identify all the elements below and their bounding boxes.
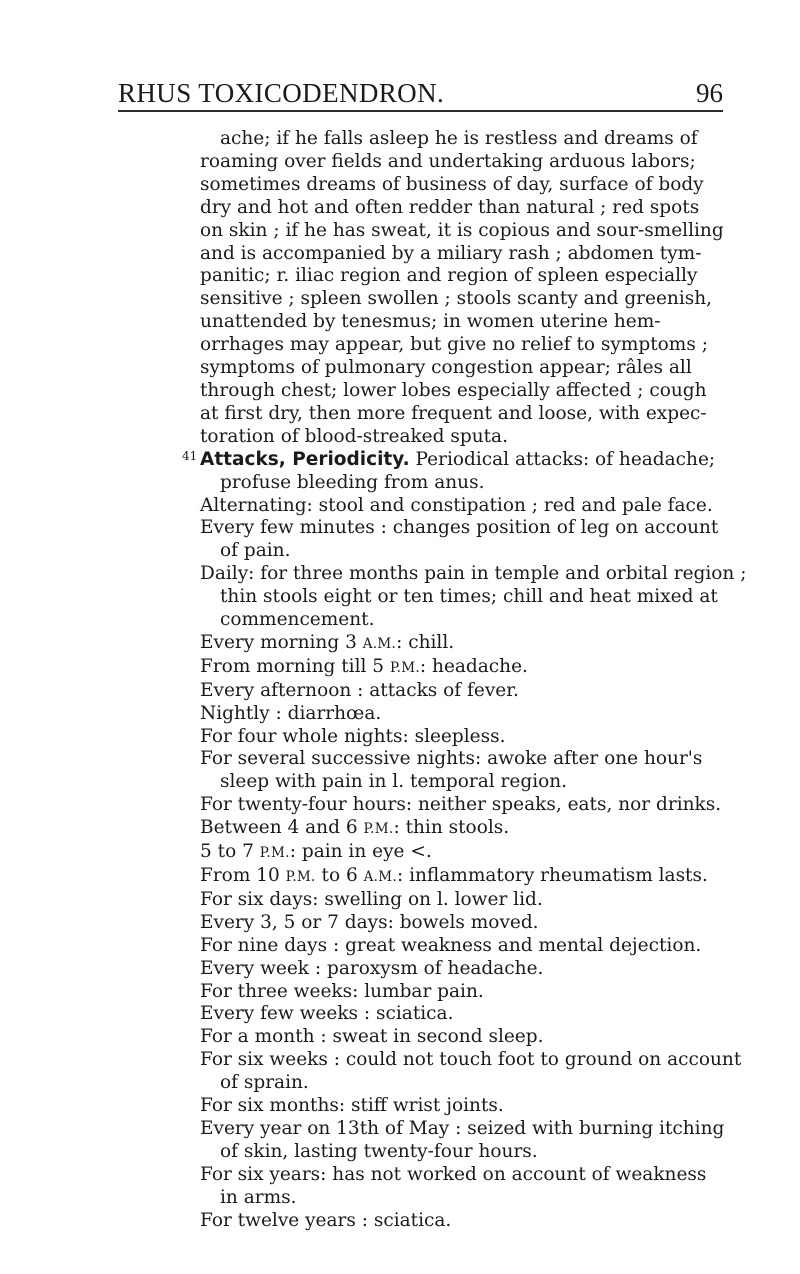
entry-continuation: thin stools eight or ten times; chill and heat mixed at — [220, 586, 718, 608]
text-line: on skin ; if he has sweat, it is copious and sour-smelling — [200, 219, 724, 241]
entry-text: : pain in eye <. — [289, 841, 432, 863]
entry-line — [118, 841, 778, 865]
entry-line: For twelve years : sciatica. — [200, 1209, 452, 1231]
entry-line: Every afternoon : attacks of fever. — [200, 679, 519, 701]
entry-line — [118, 817, 778, 841]
text-line: profuse bleeding from anus. — [220, 471, 485, 493]
text-line: panitic; r. iliac region and region of spleen especially — [200, 265, 698, 287]
entry-line: Every few minutes : changes position of leg on account — [200, 517, 719, 539]
entry-text: : chill. — [396, 631, 455, 653]
time-abbrev: A.M. — [363, 869, 397, 885]
entry-line: For nine days : great weakness and mental dejection. — [200, 934, 702, 956]
entry-line: Every year on 13th of May : seized with burning itching — [200, 1117, 725, 1139]
entry-line: Alternating: stool and constipation ; red and pale face. — [200, 494, 713, 516]
time-abbrev: P.M. — [285, 869, 316, 885]
text-line: through chest; lower lobes especially affected ; cough — [200, 379, 707, 401]
entry-line — [118, 632, 778, 656]
entry-line: Every week : paroxysm of headache. — [200, 957, 544, 979]
running-title: RHUS TOXICODENDRON. — [118, 78, 445, 108]
section-heading-line — [118, 449, 778, 472]
text-line: sometimes dreams of business of day, surface of body — [200, 173, 704, 195]
entry-continuation: of sprain. — [220, 1072, 309, 1094]
entry-continuation: of pain. — [220, 540, 291, 562]
entry-line: For a month : sweat in second sleep. — [200, 1026, 544, 1048]
text-line: unattended by tenesmus; in women uterine hem- — [200, 311, 661, 333]
entry-text: : headache. — [419, 655, 528, 677]
entry-line: For six weeks : could not touch foot to ground on account — [200, 1049, 742, 1071]
entry-text: 5 to 7 — [200, 841, 260, 863]
entry-line: Every 3, 5 or 7 days: bowels moved. — [200, 911, 539, 933]
entry-line: Nightly : diarrhœa. — [200, 702, 382, 724]
text-line: orrhages may appear, but give no relief to symptoms ; — [200, 334, 708, 356]
text-line: dry and hot and often redder than natural ; red spots — [200, 196, 700, 218]
entry-line: For six years: has not worked on account of weakness — [200, 1163, 707, 1185]
text-line: symptoms of pulmonary congestion appear; râles all — [200, 357, 692, 379]
entry-line: For several successive nights: awoke after one hour's — [200, 748, 703, 770]
time-abbrev: P.M. — [389, 659, 420, 676]
section-number: 41 — [182, 448, 198, 463]
entry-line — [118, 656, 778, 680]
text-line: at first dry, then more frequent and loose, with expec- — [200, 402, 707, 424]
entry-line: For six months: stiff wrist joints. — [200, 1095, 504, 1117]
entry-line: Daily: for three months pain in temple and orbital region ; — [200, 563, 747, 585]
entry-continuation: sleep with pain in l. temporal region. — [220, 771, 568, 793]
entry-text: : thin stools. — [393, 817, 510, 839]
text-line: ache; if he falls asleep he is restless and dreams of — [220, 128, 698, 149]
entry-continuation: commencement. — [220, 609, 375, 631]
time-abbrev: P.M. — [259, 845, 290, 862]
page-number: 96 — [696, 78, 723, 108]
entry-text: Between 4 and 6 — [200, 817, 364, 839]
entry-line: For six days: swelling on l. lower lid. — [200, 888, 543, 910]
entry-line — [118, 865, 778, 889]
entry-text: From 10 — [200, 865, 286, 886]
entry-text: Every morning 3 — [200, 631, 363, 653]
time-abbrev: A.M. — [362, 635, 397, 652]
text-line: Periodical attacks: of headache; — [409, 448, 716, 470]
entry-text: : inflammatory rheumatism lasts. — [396, 865, 708, 886]
entry-continuation: in arms. — [220, 1186, 297, 1208]
entry-continuation: of skin, lasting twenty-four hours. — [220, 1140, 538, 1162]
section-heading: Attacks, Periodicity. — [200, 448, 410, 470]
time-abbrev: P.M. — [363, 821, 394, 838]
entry-line: For three weeks: lumbar pain. — [200, 980, 484, 1002]
entry-line: For four whole nights: sleepless. — [200, 725, 506, 747]
entry-text: From morning till 5 — [200, 655, 390, 677]
entry-line: Every few weeks : sciatica. — [200, 1003, 454, 1025]
text-line: toration of blood-streaked sputa. — [200, 425, 508, 447]
entry-text: to 6 — [315, 865, 364, 886]
text-line: roaming over fields and undertaking arduous labors; — [200, 150, 696, 172]
text-line: and is accompanied by a miliary rash ; abdomen tym- — [200, 242, 702, 264]
body-text — [118, 128, 778, 1233]
running-head — [118, 70, 723, 112]
text-line: sensitive ; spleen swollen ; stools scanty and greenish, — [200, 288, 713, 310]
entry-line: For twenty-four hours: neither speaks, eats, nor drinks. — [200, 794, 722, 816]
